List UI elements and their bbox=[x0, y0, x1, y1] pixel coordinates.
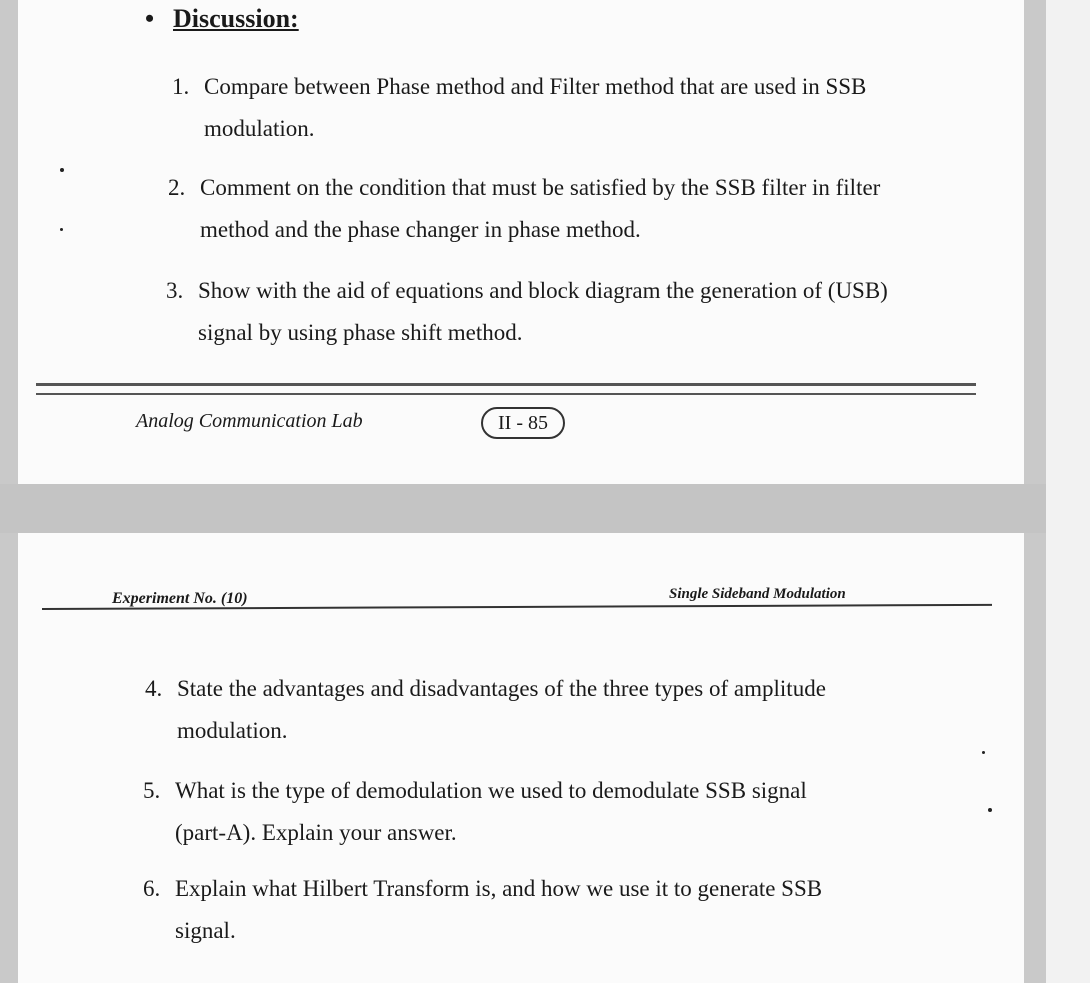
question-line-2: method and the phase changer in phase method. bbox=[200, 217, 641, 242]
question-number: 1. bbox=[172, 74, 190, 99]
question-line-1: Show with the aid of equations and block diagram the generation of (USB) bbox=[198, 278, 888, 303]
question-line-1: Comment on the condition that must be satisfied by the SSB filter in filter bbox=[200, 175, 881, 200]
footer-rule-thick bbox=[36, 383, 976, 386]
running-header-experiment: Experiment No. (10) bbox=[112, 590, 248, 607]
margin-mark bbox=[988, 808, 992, 812]
heading-text: Discussion: bbox=[173, 4, 299, 33]
page-number-badge: II - 85 bbox=[481, 407, 565, 439]
question-line-2: signal. bbox=[175, 918, 236, 943]
question-line-2: modulation. bbox=[177, 718, 288, 743]
question-line-2: (part-A). Explain your answer. bbox=[175, 820, 457, 845]
question-line-1: Compare between Phase method and Filter method that are used in SSB bbox=[204, 74, 867, 99]
running-header-title: Single Sideband Modulation bbox=[669, 586, 846, 602]
question-number: 3. bbox=[166, 278, 184, 303]
page-gap bbox=[0, 484, 1046, 533]
question-line-1: Explain what Hilbert Transform is, and how we use it to generate SSB bbox=[175, 876, 823, 901]
margin-mark bbox=[982, 751, 985, 754]
bullet-icon: • bbox=[145, 4, 155, 33]
question-number: 6. bbox=[143, 876, 161, 901]
margin-mark bbox=[60, 228, 63, 231]
margin-mark bbox=[60, 168, 64, 172]
footer-rule-thin bbox=[36, 393, 976, 395]
question-line-1: State the advantages and disadvantages of the three types of amplitude bbox=[177, 676, 826, 701]
footer-lab-name: Analog Communication Lab bbox=[136, 410, 363, 432]
question-line-2: modulation. bbox=[204, 116, 315, 141]
question-number: 5. bbox=[143, 778, 161, 803]
question-line-1: What is the type of demodulation we used to demodulate SSB signal bbox=[175, 778, 807, 803]
question-line-2: signal by using phase shift method. bbox=[198, 320, 523, 345]
question-number: 2. bbox=[168, 175, 186, 200]
right-margin-strip bbox=[1046, 0, 1090, 983]
question-number: 4. bbox=[145, 676, 163, 701]
